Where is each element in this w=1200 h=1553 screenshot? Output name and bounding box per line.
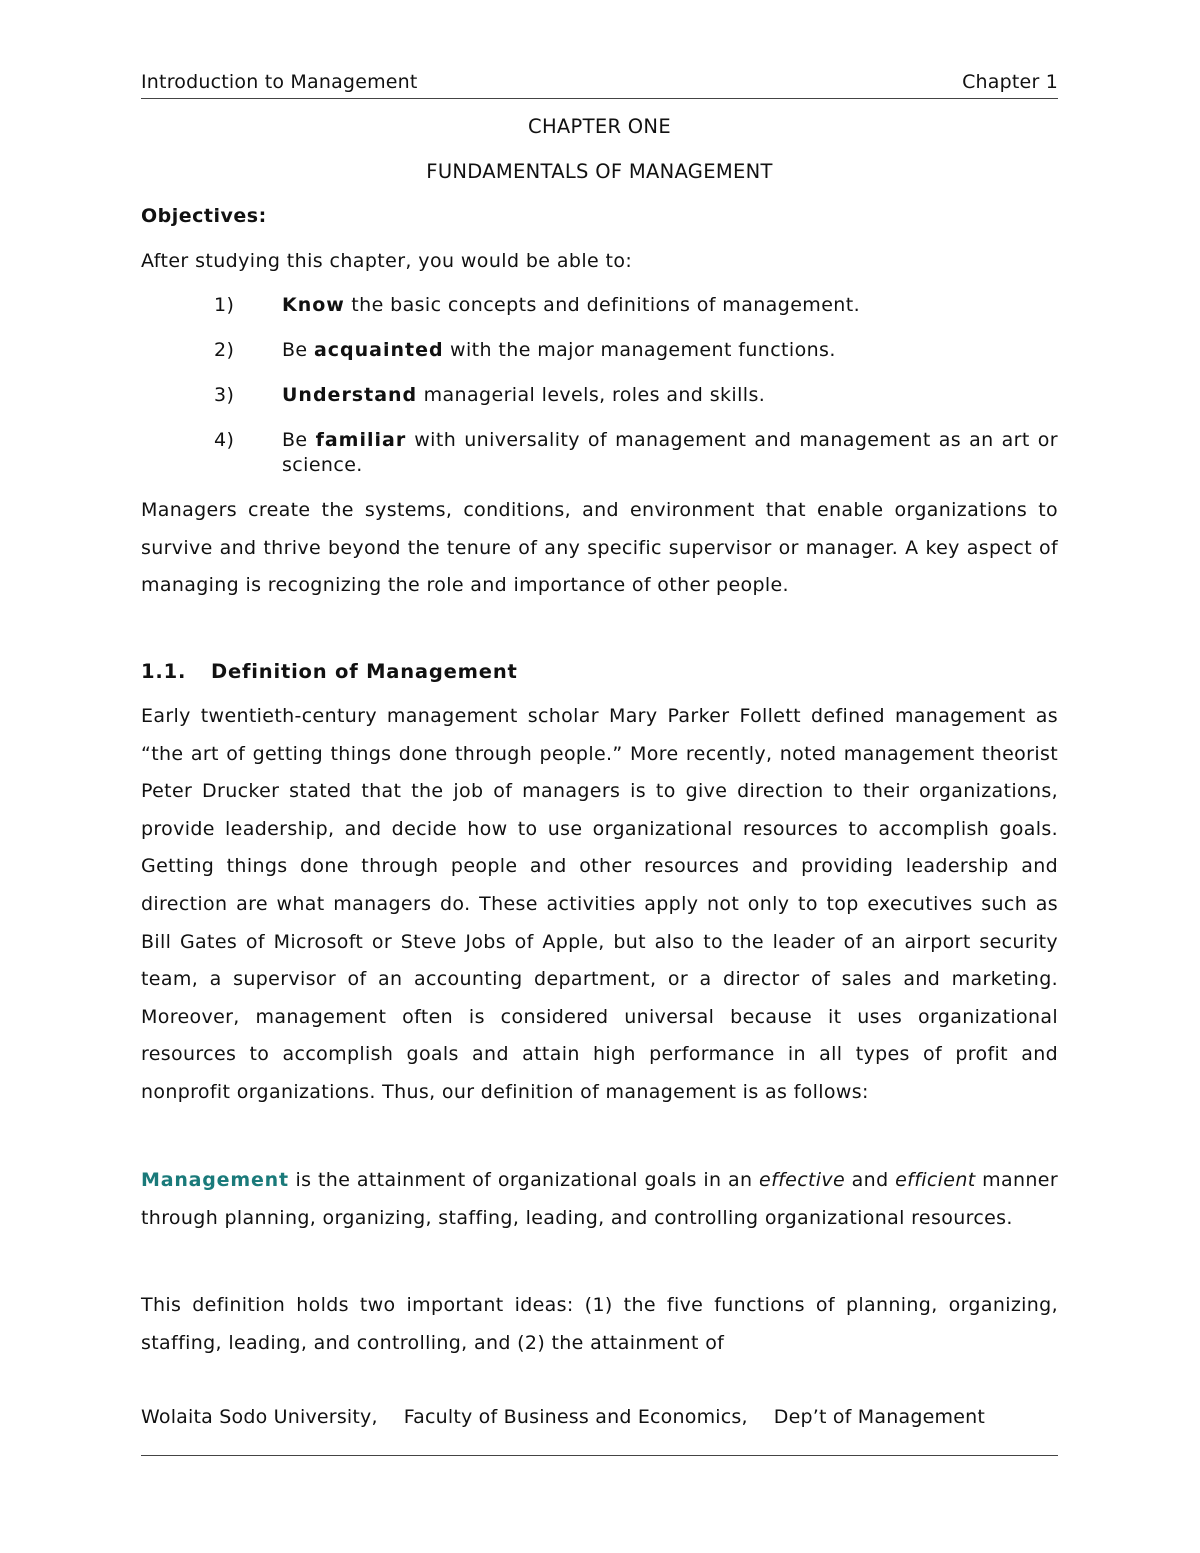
closing-paragraph: This definition holds two important ideas: (1) the five functions of planning, organizing, staffing, leading, and controlling, and (2) the attainment of xyxy=(141,1294,1058,1354)
objective-text: Understand managerial levels, roles and skills. xyxy=(282,384,766,406)
footer-faculty: Faculty of Business and Economics, xyxy=(403,1406,748,1428)
chapter-title: CHAPTER ONE xyxy=(528,115,671,138)
header-course-title: Introduction to Management xyxy=(141,71,418,93)
definition-body-paragraph: Early twentieth-century management scholar Mary Parker Follett defined management as “the art of getting things done through people.” More recently, noted management theorist Peter Drucker stated that the job of managers is to give direction to their organizations, provide leadership, and decide how to use organizational resources to accomplish goals. Getting things done through people and other resources and providing leadership and direction are what managers do. These activities apply not only to top executives such as Bill Gates of Microsoft or Steve Jobs of Apple, but also to the leader of an airport security team, a supervisor of an accounting department, or a director of sales and marketing. Moreover, management often is considered universal because it uses organizational resources to accomplish goals and attain high performance in all types of profit and nonprofit organizations. Thus, our definition of management is as follows: xyxy=(141,705,1058,1103)
objective-text: Be acquainted with the major management functions. xyxy=(282,339,836,361)
objectives-heading: Objectives: xyxy=(141,205,267,227)
intro-paragraph: Managers create the systems, conditions, and environment that enable organizations to survive and thrive beyond the tenure of any specific supervisor or manager. A key aspect of managing is recognizing the role and importance of other people. xyxy=(141,499,1058,597)
objective-text: Be familiar with universality of management and management as an art or science. xyxy=(282,429,1058,476)
objective-number: 1) xyxy=(214,294,235,316)
objective-number: 4) xyxy=(214,429,235,451)
page-footer xyxy=(141,1405,1058,1456)
footer-department: Dep’t of Management xyxy=(773,1406,985,1428)
footer-university: Wolaita Sodo University, xyxy=(141,1406,378,1428)
objective-text: Know the basic concepts and definitions of management. xyxy=(282,294,861,316)
header-chapter: Chapter 1 xyxy=(962,71,1058,93)
definition-term: Management xyxy=(141,1169,289,1191)
objectives-intro: After studying this chapter, you would be able to: xyxy=(141,250,633,272)
section-title: Definition of Management xyxy=(211,660,518,683)
management-definition: Management is the attainment of organizational goals in an effective and efficient manner through planning, organizing, staffing, leading, and controlling organizational resources. xyxy=(141,1169,1059,1229)
section-heading xyxy=(141,660,518,683)
page-header xyxy=(141,70,1058,99)
objective-number: 2) xyxy=(214,339,235,361)
section-number: 1.1. xyxy=(141,660,187,683)
objective-number: 3) xyxy=(214,384,235,406)
chapter-subject: FUNDAMENTALS OF MANAGEMENT xyxy=(426,160,773,183)
